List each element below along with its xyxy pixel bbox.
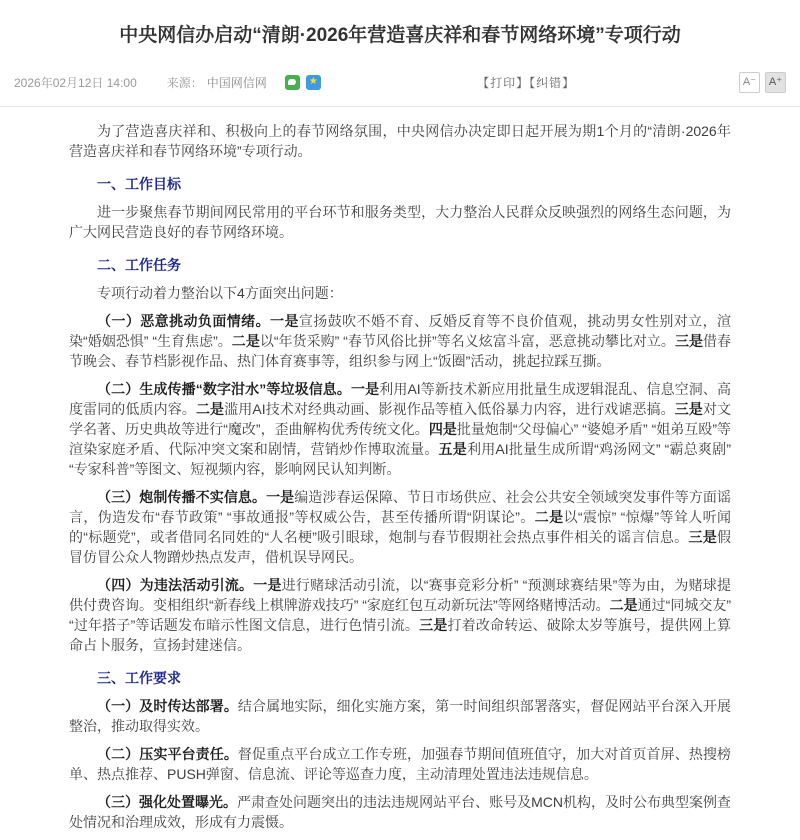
paragraph-text-run: 进一步聚焦春节期间网民常用的平台环节和服务类型，大力整治人民群众反映强烈的网络生态问题，为广大网民营造良好的春节网络环境。	[69, 203, 731, 240]
article-paragraph	[69, 696, 731, 736]
font-increase-button[interactable]: A⁺	[765, 72, 786, 93]
paragraph-text-run: 为了营造喜庆祥和、积极向上的春节网络氛围，中央网信办决定即日起开展为期1个月的“清朗·2026年营造喜庆祥和春节网络环境”专项行动。	[69, 122, 731, 159]
paragraph-text-run: 对文学名著、历史典故等进行“魔改”，歪曲解构优秀传统文化。	[69, 400, 732, 437]
qzone-share-icon[interactable]: ★	[306, 75, 321, 90]
paragraph-text-run: 宣扬鼓吹不婚不育、反婚反育等不良价值观，挑动男女性别对立，渲染“婚姻恐惧” “生育焦虑”。	[69, 312, 732, 349]
paragraph-bold-run: 二是	[231, 332, 260, 349]
paragraph-text-run: 编造涉春运保障、节日市场供应、社会公共安全领域突发事件等方面谣言，伪造发布“春节政策” “事故通报”等权威公告，甚至传播所谓“阴谋论”。	[69, 488, 732, 525]
paragraph-text-run: 批量炮制“父母偏心” “婆媳矛盾” “姐弟互殴”等渲染家庭矛盾、代际冲突文案和剧情，营销炒作博取流量。	[69, 420, 732, 457]
paragraph-bold-run: （一）恶意挑动负面情绪。一是	[97, 312, 299, 329]
paragraph-bold-run: （二）压实平台责任。	[97, 745, 238, 762]
meta-bar	[0, 64, 800, 107]
share-icons	[285, 75, 321, 90]
correction-button[interactable]: 【纠错】	[529, 75, 576, 90]
paragraph-text-run: 滥用AI技术对经典动画、影视作品等植入低俗暴力内容，进行戏谑恶搞。	[224, 400, 675, 417]
print-button[interactable]: 【打印】	[477, 75, 530, 90]
article-paragraph	[69, 487, 731, 567]
source	[167, 74, 267, 91]
section-heading: 一、工作目标	[97, 175, 181, 192]
paragraph-bold-run: （一）及时传达部署。	[97, 697, 238, 714]
article-paragraph	[69, 202, 731, 242]
paragraph-bold-run: （二）生成传播“数字泔水”等垃圾信息。一是	[97, 380, 380, 397]
paragraph-bold-run: 四是	[428, 420, 457, 437]
paragraph-text-run: 结合属地实际，细化实施方案，第一时间组织部署落实，督促网站平台深入开展整治，推动取得实效。	[69, 697, 732, 734]
print-correction-group	[477, 74, 575, 91]
article-paragraph	[69, 311, 731, 371]
source-label: 来源：	[166, 75, 203, 90]
wechat-share-icon[interactable]	[285, 75, 300, 90]
paragraph-text-run: 专项行动着力整治以下4方面突出问题：	[97, 284, 343, 301]
page-title: 中央网信办启动“清朗·2026年营造喜庆祥和春节网络环境”专项行动	[119, 25, 681, 46]
paragraph-bold-run: 二是	[534, 508, 564, 525]
paragraph-bold-run: 三是	[674, 332, 703, 349]
paragraph-bold-run: 二是	[195, 400, 225, 417]
paragraph-text-run: 通过“同城交友” “过年搭子”等话题发布暗示性图文信息，进行色情引流。	[69, 596, 731, 633]
article-paragraph	[69, 121, 731, 161]
paragraph-bold-run: （三）强化处置曝光。	[97, 793, 238, 810]
font-size-controls	[739, 72, 786, 93]
article-paragraph	[69, 379, 731, 479]
article-paragraph	[69, 283, 731, 303]
paragraph-text-run: 督促重点平台成立工作专班，加强春节期间值班值守，加大对首页首屏、热搜榜单、热点推荐、PUSH弹窗、信息流、评论等巡查力度，主动清理处置违法违规信息。	[69, 745, 732, 782]
article-paragraph	[69, 792, 731, 832]
paragraph-bold-run: （三）炮制传播不实信息。一是	[97, 488, 295, 505]
section-heading: 三、工作要求	[97, 669, 181, 686]
paragraph-text-run: 假冒仿冒公众人物蹭炒热点发声，借机误导网民。	[69, 528, 731, 565]
paragraph-text-run: 以“年货采购” “春节风俗比拼”等名义炫富斗富，恶意挑动攀比对立。	[259, 332, 675, 349]
paragraph-text-run: 借春节晚会、春节档影视作品、热门体育赛事等，组织参与网上“饭圈”活动，挑起拉踩互撕。	[69, 332, 732, 369]
paragraph-text-run: 严肃查处问题突出的违法违规网站平台、账号及MCN机构，及时公布典型案例查处情况和治理成效，形成有力震慑。	[69, 793, 731, 830]
section-heading: 二、工作任务	[97, 256, 181, 273]
paragraph-bold-run: 二是	[609, 596, 638, 613]
publish-date: 2026年02月12日 14:00	[14, 75, 137, 90]
paragraph-bold-run: 五是	[438, 440, 467, 457]
paragraph-bold-run: 三是	[674, 400, 703, 417]
paragraph-text-run: 打着改命转运、破除太岁等旗号，提供网上算命占卜服务，宣扬封建迷信。	[69, 616, 732, 653]
paragraph-bold-run: 三是	[419, 616, 448, 633]
paragraph-text-run: 进行赌球活动引流，以“赛事竞彩分析” “预测球赛结果”等为由，为赌球提供付费咨询。变相组织“新春线上棋牌游戏技巧” “家庭红包互动新玩法”等网络赌博活动。	[69, 576, 731, 613]
article-paragraph	[69, 575, 731, 655]
paragraph-text-run: 利用AI批量生成所谓“鸡汤网文” “霸总爽剧” “专家科普”等图文、短视频内容，影响网民认知判断。	[69, 440, 732, 477]
paragraph-text-run: 以“震惊” “惊爆”等耸人听闻的“标题党”，或者借同名同姓的“人名梗”吸引眼球，炮制与春节假期社会热点事件相关的谣言信息。	[69, 508, 731, 545]
article-paragraph	[69, 744, 731, 784]
source-name: 中国网信网	[206, 75, 267, 90]
paragraph-bold-run: （四）为违法活动引流。一是	[97, 576, 282, 593]
article-body	[69, 107, 731, 832]
paragraph-bold-run: 三是	[688, 528, 717, 545]
paragraph-text-run: 利用AI等新技术新应用批量生成逻辑混乱、信息空洞、高度雷同的低质内容。	[69, 380, 732, 417]
font-decrease-button[interactable]: A⁻	[739, 72, 760, 93]
